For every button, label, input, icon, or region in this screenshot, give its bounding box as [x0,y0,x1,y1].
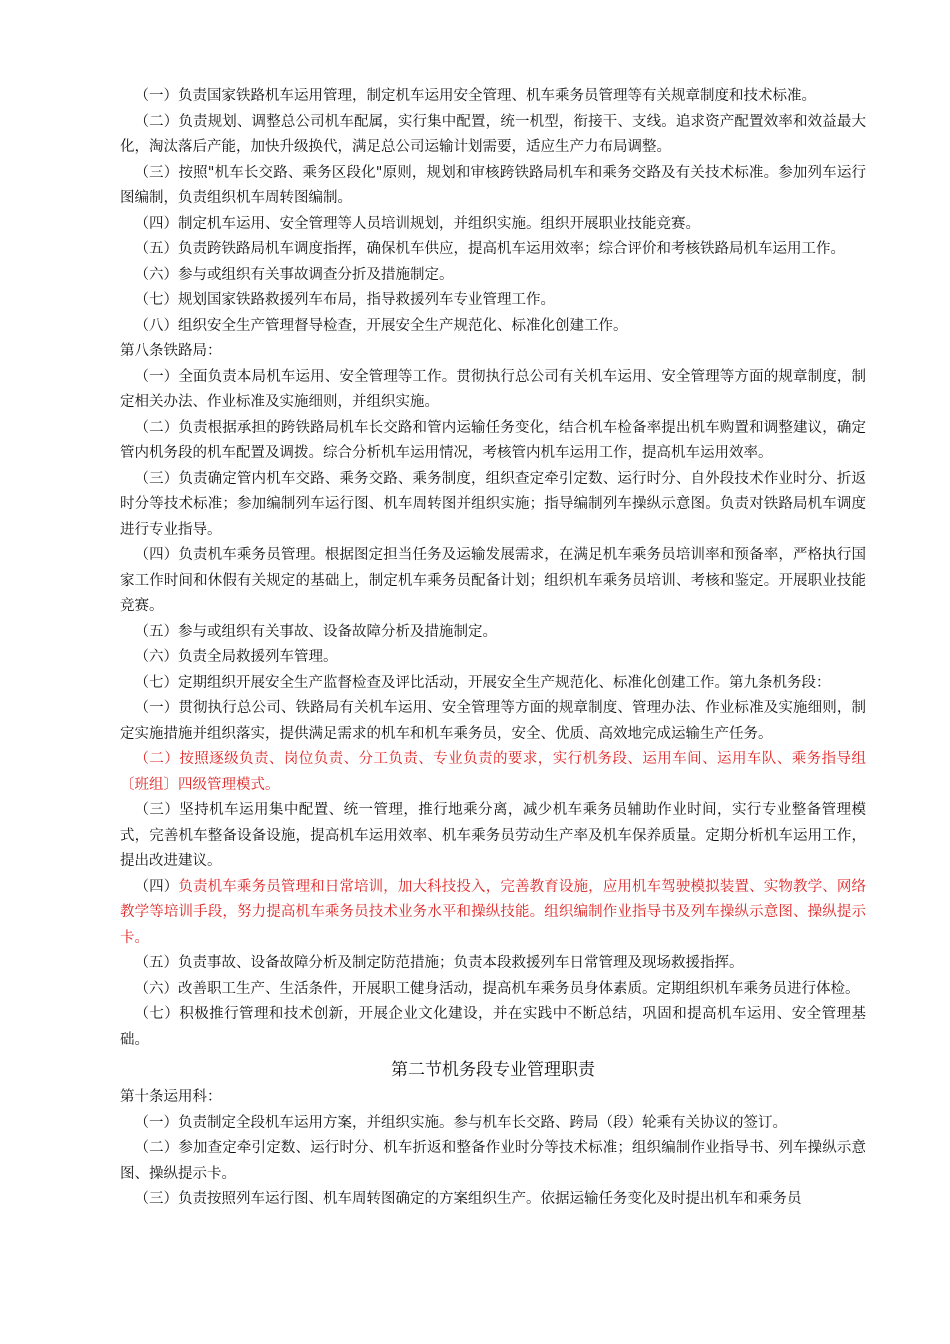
paragraph: （二）负责根据承担的跨铁路局机车长交路和管内运输任务变化，结合机车检备率提出机车购置和调整建议，确定管内机务段的机车配置及调拨。综合分析机车运用情况，考核管内机车运用工作，提高机车运用效率。 [120,419,866,461]
paragraph: （五）负责事故、设备故障分析及制定防范措施；负责本段救援列车日常管理及现场救援指挥。 [134,955,744,971]
article-8-heading: 第八条铁路局： [120,343,222,359]
paragraph: （一）负责制定全段机车运用方案，并组织实施。参与机车长交路、跨局（段）轮乘有关协议的签订。 [134,1114,787,1131]
paragraph: （五）参与或组织有关事故、设备故障分析及措施制定。 [134,623,497,640]
paragraph: （八）组织安全生产管理督导检查，开展安全生产规范化、标准化创建工作。 [134,317,628,334]
mixed-paragraph [120,875,866,952]
paragraph: （三）负责确定管内机车交路、乘务交路、乘务制度，组织查定牵引定数、运行时分、自外段技术作业时分、折返时分等技术标准；参加编制列车运行图、机车周转图并组织实施；指导编制列车操纵示意图。负责对铁路局机车调度进行专业指导。 [120,470,866,538]
paragraph: （六）改善职工生产、生活条件，开展职工健身活动，提高机车乘务员身体素质。定期组织机车乘务员进行体检。 [134,980,860,997]
paragraph: （七）积极推行管理和技术创新，开展企业文化建设，并在实践中不断总结，巩固和提高机车运用、安全管理基础。 [120,1006,866,1048]
paragraph: （三）按照"机车长交路、乘务区段化"原则，规划和审核跨铁路局机车和乘务交路及有关技术标准。参加列车运行图编制，负责组织机车周转图编制。 [120,164,866,206]
paragraph: （一）全面负责本局机车运用、安全管理等工作。贯彻执行总公司有关机车运用、安全管理等方面的规章制度，制定相关办法、作业标准及实施细则，并组织实施。 [120,368,866,410]
section-title: 第二节机务段专业管理职责 [391,1060,595,1080]
paragraph: （六）参与或组织有关事故调查分折及措施制定。 [134,266,454,283]
paragraph: （一）贯彻执行总公司、铁路局有关机车运用、安全管理等方面的规章制度、管理办法、作业标准及实施细则，制定实施措施并组织落实，提供满足需求的机车和机车乘务员，安全、优质、高效地完成运输生产任务。 [120,700,866,742]
item-prefix: （四） [134,878,179,895]
paragraph: （三）坚持机车运用集中配置、统一管理，推行地乘分离，减少机车乘务员辅助作业时间，实行专业整备管理模式，完善机车整备设备设施，提高机车运用效率、机车乘务员劳动生产率及机车保养质量。定期分析机车运用工作，提出改进建议。 [120,802,866,869]
paragraph: （四）制定机车运用、安全管理等人员培训规划，并组织实施。组织开展职业技能竞赛。 [134,215,700,232]
paragraph: （二）负责规划、调整总公司机车配属，实行集中配置，统一机型，衔接干、支线。追求资产配置效率和效益最大化，淘汰落后产能，加快升级换代，满足总公司运输计划需要，适应生产力布局调整。 [120,113,866,155]
highlighted-paragraph: （二）按照逐级负责、岗位负责、分工负责、专业负责的要求，实行机务段、运用车间、运用车队、乘务指导组〔班组〕四级管理模式。 [120,751,866,793]
paragraph: （七）规划国家铁路救援列车布局，指导救援列车专业管理工作。 [134,292,555,308]
paragraph: （一）负责国家铁路机车运用管理，制定机车运用安全管理、机车乘务员管理等有关规章制度和技术标准。 [134,88,816,104]
article-10-heading: 第十条运用科： [120,1089,222,1105]
paragraph: （七）定期组织开展安全生产监督检查及评比活动，开展安全生产规范化、标准化创建工作。第九条机务段： [134,674,831,691]
paragraph: （三）负责按照列车运行图、机车周转图确定的方案组织生产。依据运输任务变化及时提出机车和乘务员 [134,1191,802,1207]
paragraph: （五）负责跨铁路局机车调度指挥，确保机车供应，提高机车运用效率；综合评价和考核铁路局机车运用工作。 [134,241,845,257]
paragraph: （四）负责机车乘务员管理。根据图定担当任务及运输发展需求，在满足机车乘务员培训率和预备率，严格执行国家工作时间和休假有关规定的基础上，制定机车乘务员配备计划；组织机车乘务员培训、考核和鉴定。开展职业技能竞赛。 [120,547,866,614]
paragraph: （六）负责全局救援列车管理。 [134,649,338,665]
highlighted-text: 负责机车乘务员管理和日常培训，加大科技投入，完善教育设施，应用机车驾驶模拟装置、实物教学、网络教学等培训手段，努力提高机车乘务员技术业务水平和操纵技能。组织编制作业指导书及列车操纵示意图、操纵提示卡。 [120,878,867,946]
paragraph: （二）参加查定牵引定数、运行时分、机车折返和整备作业时分等技术标准；组织编制作业指导书、列车操纵示意图、操纵提示卡。 [120,1140,866,1182]
